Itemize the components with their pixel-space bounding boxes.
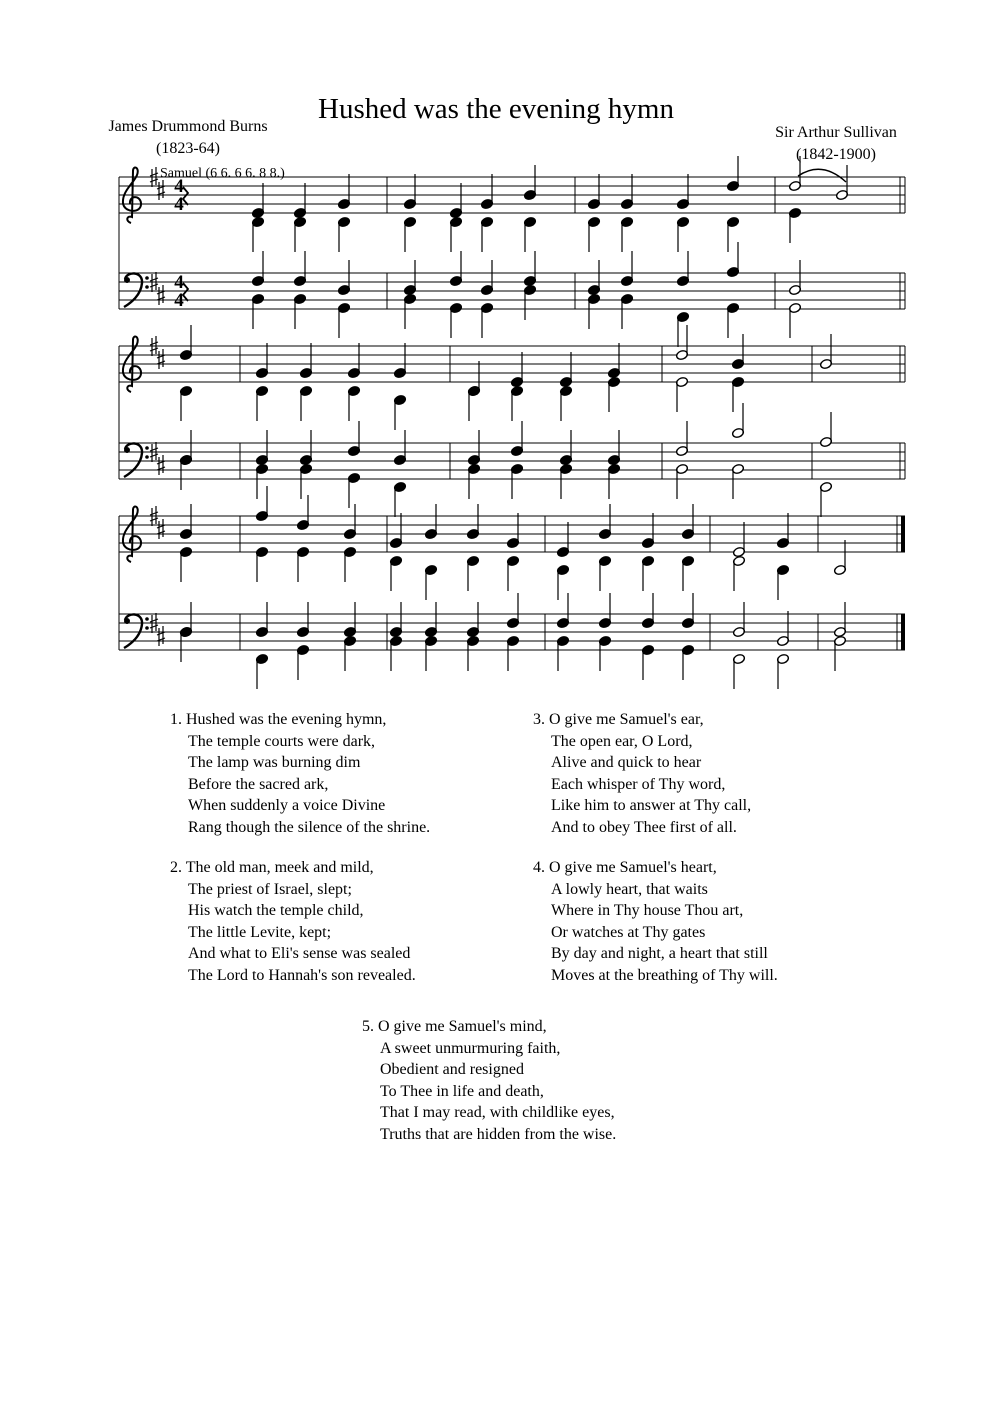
tune-name: Samuel (6 6. 6 6. 8 8.)	[160, 166, 285, 181]
author-dates: (1823-64)	[156, 140, 220, 157]
verse-line: 5. O give me Samuel's mind,	[362, 1018, 547, 1035]
bass-clef-dot	[145, 617, 149, 621]
sharp-icon	[157, 180, 165, 200]
verse-line: Truths that are hidden from the wise.	[380, 1125, 617, 1143]
composer-name: Sir Arthur Sullivan	[775, 124, 897, 141]
verse-line: The Lord to Hannah's son revealed.	[188, 966, 416, 984]
verse-line: Rang though the silence of the shrine.	[188, 818, 431, 836]
verse-line: Alive and quick to hear	[551, 754, 702, 771]
verse-line: Like him to answer at Thy call,	[551, 797, 752, 814]
composer-dates: (1842-1900)	[796, 146, 876, 163]
sharp-icon	[157, 519, 165, 539]
verse-line: 1. Hushed was the evening hymn,	[170, 711, 387, 728]
verse-line: His watch the temple child,	[188, 902, 364, 919]
bass-clef-dot	[145, 455, 149, 459]
time-signature-digit: 4	[174, 194, 184, 215]
verse-line: The lamp was burning dim	[188, 754, 361, 771]
sharp-icon	[157, 285, 165, 305]
verse-line: And what to Eli's sense was sealed	[188, 945, 411, 962]
verse-line: 3. O give me Samuel's ear,	[533, 711, 704, 728]
verse-line: To Thee in life and death,	[380, 1082, 544, 1100]
bass-clef-dot	[145, 276, 149, 280]
verse-line: A sweet unmurmuring faith,	[380, 1039, 561, 1057]
bass-clef-dot	[145, 285, 149, 289]
verse-2	[170, 857, 416, 986]
verse-line: 4. O give me Samuel's heart,	[533, 859, 717, 876]
sharp-icon	[157, 349, 165, 369]
sharp-icon	[157, 626, 165, 646]
verse-line: That I may read, with childlike eyes,	[380, 1104, 615, 1121]
verse-line: A lowly heart, that waits	[551, 880, 708, 898]
verse-line: And to obey Thee first of all.	[551, 818, 737, 836]
verse-line: Where in Thy house Thou art,	[551, 902, 744, 919]
verse-line: The temple courts were dark,	[188, 732, 376, 750]
bass-clef-dot	[124, 447, 130, 453]
verse-line: Before the sacred ark,	[188, 775, 329, 793]
time-signature-digit: 4	[174, 176, 184, 197]
verse-line: Or watches at Thy gates	[551, 923, 706, 941]
rest-icon	[183, 283, 188, 301]
verse-line: The priest of Israel, slept;	[188, 880, 352, 898]
verse-line: Each whisper of Thy word,	[551, 775, 726, 793]
verse-4	[533, 857, 778, 986]
verse-line: When suddenly a voice Divine	[188, 797, 386, 814]
author-name: James Drummond Burns	[108, 118, 268, 135]
bass-clef-dot	[145, 446, 149, 450]
verse-line: Moves at the breathing of Thy will.	[551, 966, 778, 984]
sharp-icon	[157, 455, 165, 475]
verse-line: 2. The old man, meek and mild,	[170, 859, 374, 876]
rest-icon	[183, 187, 188, 205]
bass-clef-dot	[124, 277, 130, 283]
bass-clef-dot	[145, 626, 149, 630]
time-signature-digit: 4	[174, 290, 184, 311]
tie-arc	[798, 169, 846, 182]
verse-5	[362, 1016, 616, 1145]
verse-line: By day and night, a heart that still	[551, 945, 768, 962]
music-score	[0, 0, 992, 700]
hymn-title: Hushed was the evening hymn	[318, 93, 674, 125]
verse-3	[533, 709, 751, 838]
time-signature-digit: 4	[174, 272, 184, 293]
verse-line: Obedient and resigned	[380, 1061, 524, 1078]
verse-1	[170, 709, 430, 838]
verse-line: The little Levite, kept;	[188, 923, 332, 941]
verse-line: The open ear, O Lord,	[551, 732, 693, 750]
bass-clef-dot	[124, 618, 130, 624]
